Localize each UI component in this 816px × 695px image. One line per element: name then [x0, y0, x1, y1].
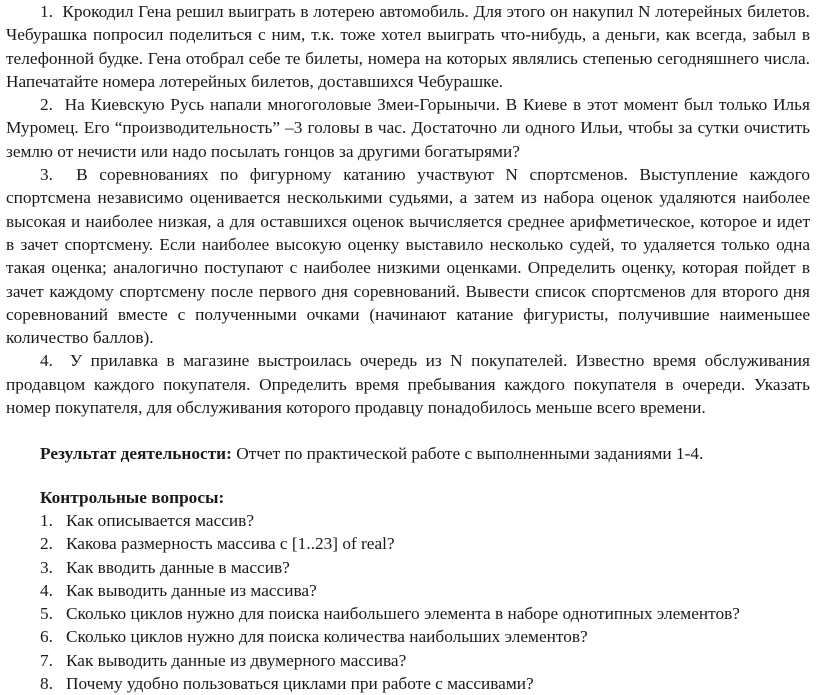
question-item	[6, 532, 810, 555]
question-text: Как вводить данные в массив?	[66, 557, 290, 577]
question-number: 4.	[40, 580, 53, 600]
question-item	[6, 649, 810, 672]
task-3	[6, 163, 810, 349]
question-text: Как выводить данные из двумерного массива?	[66, 650, 407, 670]
question-item	[6, 602, 810, 625]
question-number: 8.	[40, 674, 53, 694]
task-number: 3.	[40, 165, 53, 185]
question-number: 1.	[40, 510, 53, 530]
question-text: Как выводить данные из массива?	[66, 580, 317, 600]
question-number: 5.	[40, 604, 53, 624]
task-text: У прилавка в магазине выстроилась очередь из N покупателей. Известно время обслуживания продавцом каждого покупателя. Определить время пребывания каждого покупателя в очереди. Указать номер покупателя, для обслуживания которого продавцу понадобилось меньше всего времени.	[6, 351, 811, 418]
task-1	[6, 0, 810, 93]
question-item	[6, 556, 810, 579]
question-text: Почему удобно пользоваться циклами при работе с массивами?	[66, 674, 534, 694]
question-item	[6, 625, 810, 648]
task-2	[6, 93, 810, 163]
question-number: 2.	[40, 534, 53, 554]
question-number: 6.	[40, 627, 53, 647]
question-number: 3.	[40, 557, 53, 577]
question-text: Сколько циклов нужно для поиска количества наибольших элементов?	[66, 627, 588, 647]
question-number: 7.	[40, 650, 53, 670]
question-item	[6, 672, 810, 695]
task-text: Крокодил Гена решил выиграть в лотерею автомобиль. Для этого он накупил N лотерейных билетов. Чебурашка попросил поделиться с ним, т.к. тоже хотел выиграть что-нибудь, а деньги, как всегда, забыл в телефонной будке. Гена отобрал себе те билеты, номера на которых являлись степенью сегодняшнего числа. Напечатайте номера лотерейных билетов, доставшихся Чебурашке.	[6, 2, 811, 91]
task-text: На Киевскую Русь напали многоголовые Змеи-Горынычи. В Киеве в этот момент был только Илья Муромец. Его “производительность” –3 головы в час. Достаточно ли одного Ильи, чтобы за сутки очистить землю от нечисти или надо посылать гонцов за другими богатырями?	[6, 95, 811, 161]
result-text: Отчет по практической работе с выполненными заданиями 1-4.	[231, 444, 704, 464]
result-label: Результат деятельности:	[40, 444, 232, 464]
task-4	[6, 349, 810, 419]
question-item	[6, 579, 810, 602]
task-number: 1.	[40, 2, 53, 21]
question-item	[6, 509, 810, 532]
task-text: В соревнованиях по фигурному катанию участвуют N спортсменов. Выступление каждого спортсмена независимо оценивается несколькими судьями, а затем из набора оценок удаляются наиболее высокая и наиболее низкая, а для оставшихся оценок вычисляется среднее арифметическое, которое и идет в зачет спортсмену. Если наиболее высокую оценку выставило несколько судей, то удаляется только одна такая оценка; аналогично поступают с наиболее низкими оценками. Определить оценку, которая пойдет в зачет каждому спортсмену после первого дня соревнований. Вывести список спортсменов для второго дня соревнований вместе с полученными очками (начинают катание фигуристы, получившие наименьшее количество баллов).	[6, 165, 810, 348]
question-text: Как описывается массив?	[66, 510, 254, 530]
question-text: Какова размерность массива с [1..23] of real?	[66, 534, 395, 554]
control-questions-title: Контрольные вопросы:	[40, 487, 225, 507]
question-text: Сколько циклов нужно для поиска наибольшего элемента в наборе однотипных элементов?	[66, 604, 740, 624]
result-section	[6, 442, 810, 465]
task-number: 2.	[40, 95, 53, 115]
task-number: 4.	[40, 351, 53, 371]
